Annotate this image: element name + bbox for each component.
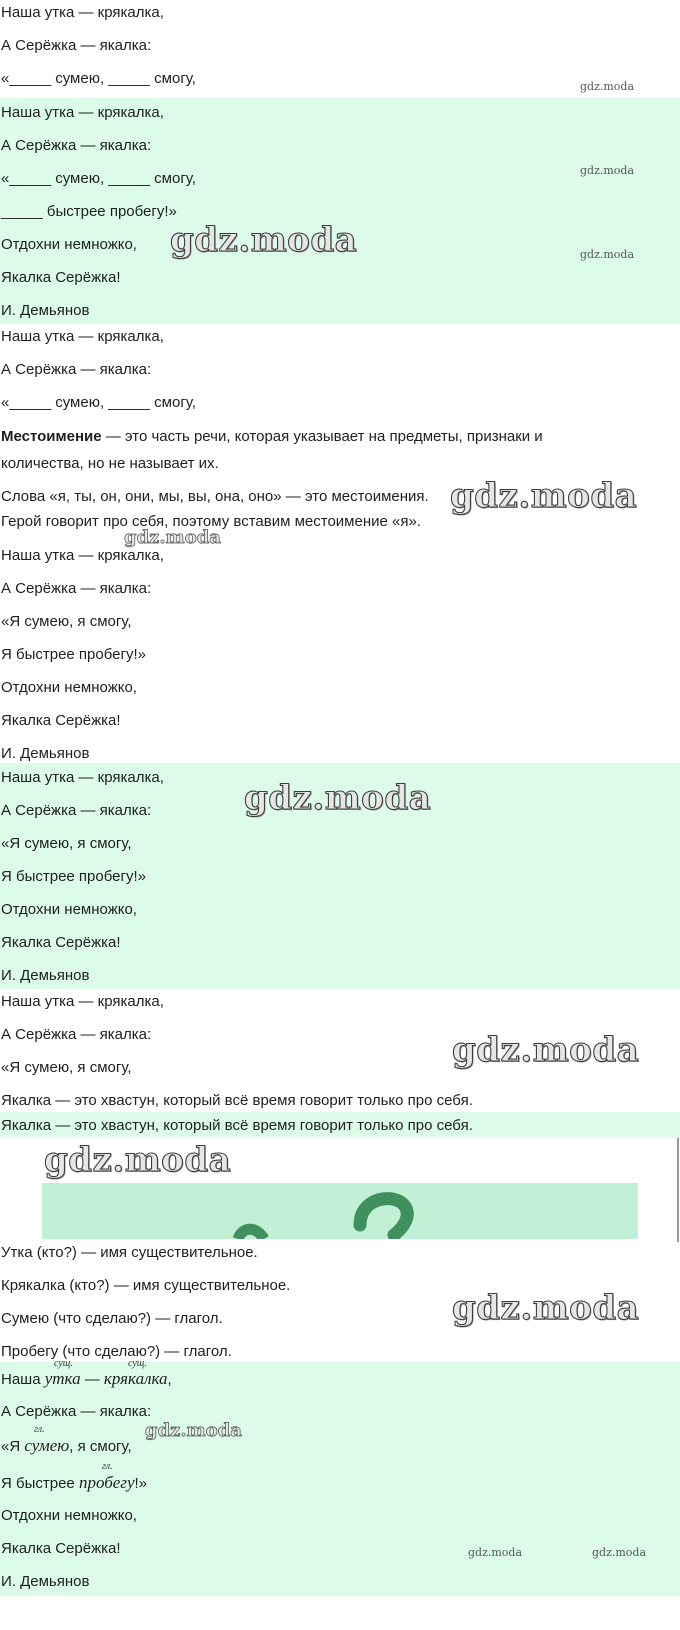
text-span: , я смогу,	[69, 1438, 132, 1455]
watermark: gdz.moda	[44, 1140, 232, 1180]
poem-line	[1, 1369, 172, 1390]
poem-line: Отдохни немножко,	[1, 1507, 137, 1524]
poem-line: Якалка Серёжка!	[1, 269, 121, 286]
poem-line: «Я сумею, я смогу,	[1, 613, 132, 630]
definition-line-1	[1, 427, 543, 447]
poem-line: Отдохни немножко,	[1, 236, 137, 253]
poem-line: Наша утка — крякалка,	[1, 769, 164, 786]
verb-mark: гл.	[102, 1461, 113, 1472]
explanation-line: Герой говорит про себя, поэтому вставим местоимение «я».	[1, 513, 421, 530]
verb-mark: гл.	[34, 1424, 45, 1435]
watermark: gdz.moda	[468, 1546, 523, 1559]
watermark: gdz.moda	[145, 1420, 242, 1441]
poem-line: _____ быстрее пробегу!»	[1, 203, 177, 220]
poem-author: И. Демьянов	[1, 302, 90, 319]
analysis-line: Сумею (что сделаю?) — глагол.	[1, 1310, 223, 1327]
poem-line	[1, 1436, 132, 1457]
watermark: gdz.moda	[452, 1288, 640, 1328]
watermark: gdz.moda	[580, 164, 635, 177]
definition-term: Местоимение	[1, 428, 102, 445]
annotated-word: утка	[44, 1369, 81, 1388]
annotated-word: пробегу	[78, 1473, 135, 1492]
poem-line: А Серёжка — якалка:	[1, 1403, 152, 1420]
text-span: Наша	[1, 1371, 45, 1388]
definition-text: — это часть речи, которая указывает на предметы, признаки и	[101, 428, 543, 445]
poem-line: А Серёжка — якалка:	[1, 361, 152, 378]
explanation-line: Якалка — это хвастун, который всё время говорит только про себя.	[1, 1092, 473, 1109]
text-span: —	[80, 1371, 104, 1388]
poem-line: Наша утка — крякалка,	[1, 328, 164, 345]
poem-line: «Я сумею, я смогу,	[1, 1059, 132, 1076]
poem-line: Якалка Серёжка!	[1, 1540, 121, 1557]
text-span: ,	[167, 1371, 172, 1388]
analysis-line: Пробегу (что сделаю?) — глагол.	[1, 1343, 232, 1360]
poem-line: Наша утка — крякалка,	[1, 104, 164, 121]
watermark: gdz.moda	[452, 1030, 640, 1070]
watermark: gdz.moda	[170, 220, 358, 260]
poem-line: Якалка Серёжка!	[1, 712, 121, 729]
watermark: gdz.moda	[450, 476, 638, 516]
illustration-strip	[42, 1183, 638, 1239]
annotated-word: крякалка	[103, 1369, 168, 1388]
poem-line: Наша утка — крякалка,	[1, 547, 164, 564]
explanation-line: Якалка — это хвастун, который всё время говорит только про себя.	[1, 1117, 473, 1134]
poem-author: И. Демьянов	[1, 745, 90, 762]
watermark: gdz.moda	[580, 80, 635, 93]
watermark: gdz.moda	[592, 1546, 647, 1559]
watermark: gdz.moda	[244, 778, 432, 818]
poem-line: Отдохни немножко,	[1, 679, 137, 696]
poem-line: Якалка Серёжка!	[1, 934, 121, 951]
definition-line-2: количества, но не называет их.	[1, 455, 219, 472]
poem-line: А Серёжка — якалка:	[1, 37, 152, 54]
poem-line: Я быстрее пробегу!»	[1, 646, 146, 663]
poem-line: «_____ сумею, _____ смогу,	[1, 394, 196, 411]
poem-line: Наша утка — крякалка,	[1, 4, 164, 21]
text-span: Я быстрее	[1, 1475, 79, 1492]
watermark: gdz.moda	[124, 527, 221, 548]
noun-mark: сущ.	[128, 1358, 147, 1369]
poem-line: А Серёжка — якалка:	[1, 580, 152, 597]
poem-line: А Серёжка — якалка:	[1, 802, 152, 819]
page-edge	[677, 1138, 679, 1242]
poem-line: «_____ сумею, _____ смогу,	[1, 170, 196, 187]
poem-line	[1, 1473, 147, 1494]
analysis-line: Утка (кто?) — имя существительное.	[1, 1244, 258, 1261]
poem-author: И. Демьянов	[1, 1573, 90, 1590]
text-span: «Я	[1, 1438, 25, 1455]
question-mark-icon	[42, 1183, 638, 1239]
poem-author: И. Демьянов	[1, 967, 90, 984]
poem-line: Я быстрее пробегу!»	[1, 868, 146, 885]
poem-line: А Серёжка — якалка:	[1, 137, 152, 154]
poem-line: «Я сумею, я смогу,	[1, 835, 132, 852]
annotated-word: сумею	[24, 1436, 70, 1455]
text-span: !»	[134, 1475, 148, 1492]
poem-line: А Серёжка — якалка:	[1, 1026, 152, 1043]
explanation-line: Слова «я, ты, он, они, мы, вы, она, оно» — это местоимения.	[1, 488, 429, 505]
watermark: gdz.moda	[580, 248, 635, 261]
poem-line: «_____ сумею, _____ смогу,	[1, 70, 196, 87]
poem-line: Отдохни немножко,	[1, 901, 137, 918]
analysis-line: Крякалка (кто?) — имя существительное.	[1, 1277, 291, 1294]
noun-mark: сущ.	[54, 1358, 73, 1369]
poem-line: Наша утка — крякалка,	[1, 993, 164, 1010]
